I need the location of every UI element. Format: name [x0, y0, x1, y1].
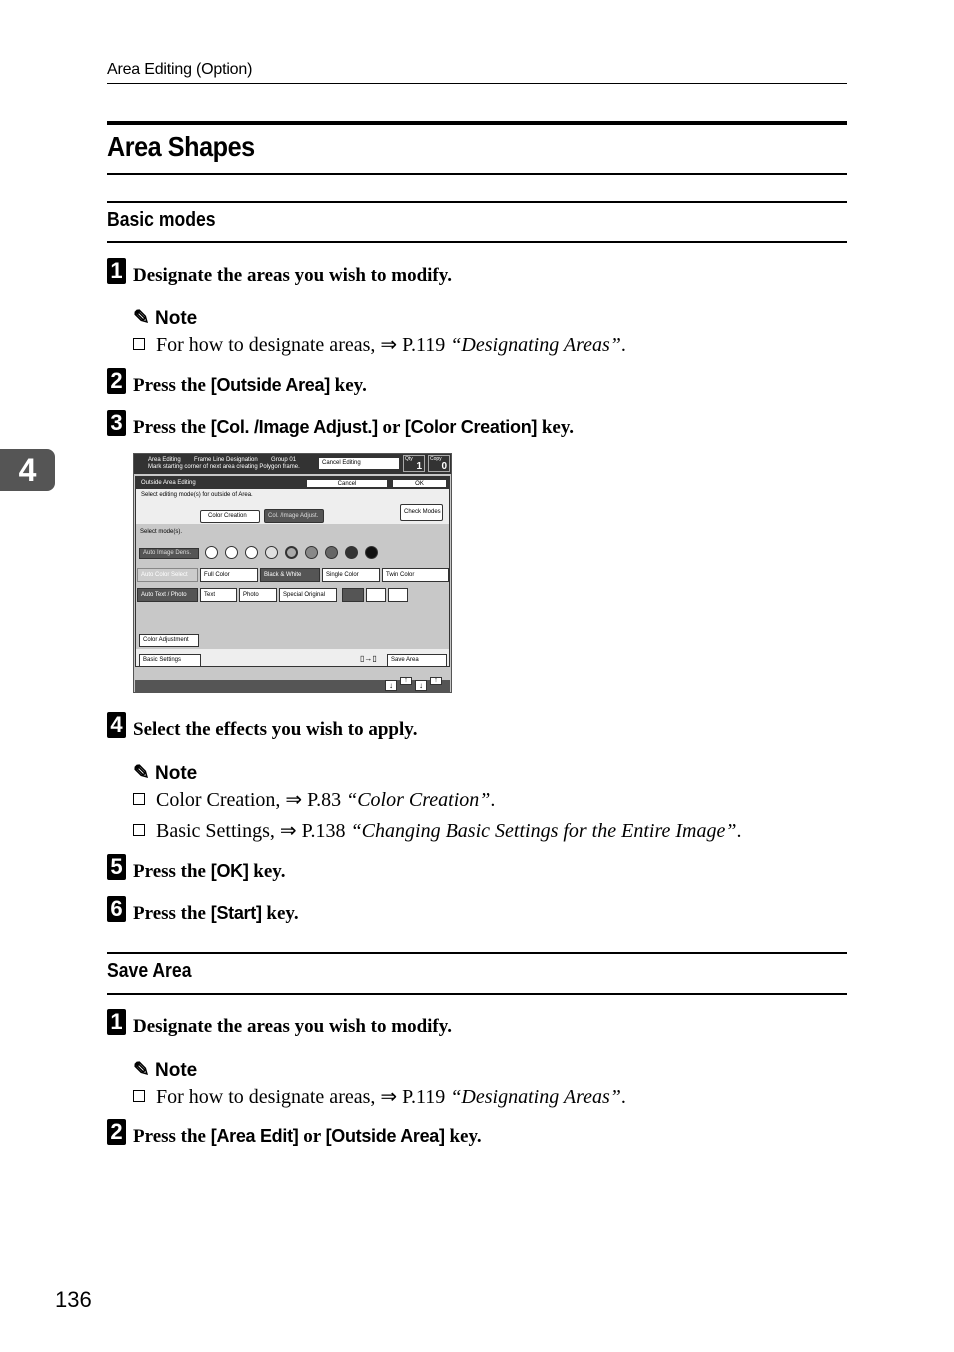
header-rule [107, 83, 847, 84]
note-label: Note [155, 763, 198, 784]
special-original-button[interactable]: Special Original [279, 588, 337, 602]
save-area-button[interactable]: Save Area [387, 654, 447, 667]
scroll-up-icon[interactable]: ↑ [400, 677, 412, 685]
step-badge: 1 [107, 258, 126, 284]
panel-instruction: Select editing mode(s) for outside of Area. [141, 492, 253, 498]
step-badge: 3 [107, 410, 126, 436]
page-number: 136 [55, 1287, 92, 1312]
screen-status-line: Area Editing Frame Line Designation Group 01 [148, 457, 297, 463]
note-reference-link[interactable]: “Changing Basic Settings for the Entire Image” [350, 820, 737, 842]
pencil-icon: ✎ [133, 762, 150, 784]
density-level-9[interactable] [365, 546, 378, 559]
section-heading-basic-modes: Basic modes [107, 209, 216, 231]
density-level-8[interactable] [345, 546, 358, 559]
note-text: Basic Settings, ⇒ P.138 [156, 820, 351, 842]
step-text: Select the effects you wish to apply. [133, 719, 418, 740]
density-level-7[interactable] [325, 546, 338, 559]
screen-bottom-bar [135, 677, 450, 692]
key-label: [Color Creation] [404, 417, 538, 437]
save-area-arrow-icon: ▯→▯ [360, 654, 377, 663]
note-punct: . [620, 334, 626, 356]
key-label: [Area Edit] [210, 1126, 299, 1146]
step-text: Press the [Area Edit] or [Outside Area] key. [133, 1126, 482, 1147]
note-item [133, 787, 495, 812]
note-item [133, 332, 626, 357]
note-label: Note [155, 1060, 198, 1081]
step-text: Press the [Start] key. [133, 903, 299, 924]
checkbox-bullet-icon [133, 824, 145, 836]
note-heading [133, 305, 197, 330]
density-level-1[interactable] [205, 546, 218, 559]
note-heading [133, 1057, 197, 1082]
section-heading-save-area: Save Area [107, 960, 192, 982]
photo-mode-button[interactable]: Photo [239, 588, 277, 602]
step-text: Press the [Outside Area] key. [133, 375, 367, 396]
running-header: Area Editing (Option) [107, 61, 253, 78]
checkbox-bullet-icon [133, 338, 145, 350]
scroll-down-icon[interactable]: ↓ [415, 680, 427, 691]
note-label: Note [155, 308, 198, 329]
step-badge: 1 [107, 1009, 126, 1035]
control-panel-screenshot [133, 453, 452, 693]
note-punct: . [620, 1086, 626, 1108]
density-level-4[interactable] [265, 546, 278, 559]
step-badge: 4 [107, 712, 126, 738]
step-badge: 6 [107, 896, 126, 922]
original-type-2-icon[interactable] [366, 588, 386, 602]
key-label: [Outside Area] [325, 1126, 445, 1146]
note-text: For how to designate areas, ⇒ P.119 [156, 1086, 451, 1108]
outside-area-panel [135, 476, 450, 667]
step-text: Designate the areas you wish to modify. [133, 1016, 452, 1037]
tab-color-creation[interactable]: Color Creation [200, 510, 260, 523]
full-color-button[interactable]: Full Color [200, 568, 258, 582]
auto-text-photo-button[interactable]: Auto Text / Photo [137, 588, 198, 602]
note-item [133, 1084, 626, 1109]
panel-title-bar [136, 477, 449, 489]
select-modes-label: Select mode(s). [140, 529, 183, 535]
density-level-2[interactable] [225, 546, 238, 559]
auto-image-density-button[interactable]: Auto Image Dens. [139, 548, 199, 559]
note-text: Color Creation, ⇒ P.83 [156, 789, 347, 811]
checkbox-bullet-icon [133, 1090, 145, 1102]
note-reference-link[interactable]: “Designating Areas” [450, 1086, 621, 1108]
note-reference-link[interactable]: “Color Creation” [346, 789, 491, 811]
step-text: Press the [Col. /Image Adjust.] or [Color Creation] key. [133, 417, 575, 438]
page-title: Area Shapes [107, 131, 255, 162]
key-label: [Outside Area] [210, 375, 330, 395]
key-label: [Col. /Image Adjust.] [210, 417, 378, 437]
step-badge: 5 [107, 854, 126, 880]
step-badge: 2 [107, 368, 126, 394]
key-label: [Start] [210, 903, 262, 923]
auto-color-select-button[interactable]: Auto Color Select [137, 568, 198, 582]
section-rule-top [107, 201, 847, 203]
original-type-3-icon[interactable] [388, 588, 408, 602]
panel-title: Outside Area Editing [141, 480, 196, 486]
pencil-icon: ✎ [133, 307, 150, 329]
screen-message-line: Mark starting corner of next area creating Polygon frame. [148, 464, 300, 470]
cancel-editing-button[interactable]: Cancel Editing [318, 457, 400, 470]
note-punct: . [490, 789, 496, 811]
scroll-down-icon[interactable]: ↓ [385, 680, 397, 691]
copy-box: Copy 0 [428, 455, 450, 472]
title-rule-bottom [107, 173, 847, 175]
note-heading [133, 760, 197, 785]
modes-area [136, 524, 449, 649]
step-text: Press the [OK] key. [133, 861, 286, 882]
section-rule-top [107, 952, 847, 954]
title-rule-top [107, 121, 847, 125]
checkbox-bullet-icon [133, 793, 145, 805]
screen-top-bar [134, 454, 451, 474]
qty-box: Qty 1 [403, 455, 425, 472]
density-level-3[interactable] [245, 546, 258, 559]
section-rule-bottom [107, 993, 847, 995]
tab-col-image-adjust[interactable]: Col. /Image Adjust. [264, 509, 324, 523]
step-badge: 2 [107, 1119, 126, 1145]
note-item [133, 818, 741, 843]
ok-button[interactable]: OK [392, 479, 447, 488]
basic-settings-button[interactable]: Basic Settings [139, 654, 201, 667]
section-rule-bottom [107, 241, 847, 243]
pencil-icon: ✎ [133, 1059, 150, 1081]
chapter-tab: 4 [0, 449, 55, 491]
check-modes-button[interactable]: Check Modes [400, 504, 443, 521]
color-adjustment-button[interactable]: Color Adjustment [139, 634, 199, 647]
original-type-1-icon[interactable] [342, 588, 364, 602]
scroll-up-icon[interactable]: ↑ [430, 677, 442, 685]
step-text: Designate the areas you wish to modify. [133, 265, 452, 286]
density-level-5[interactable] [285, 546, 298, 559]
black-white-button[interactable]: Black & White [260, 568, 320, 582]
note-reference-link[interactable]: “Designating Areas” [450, 334, 621, 356]
text-mode-button[interactable]: Text [200, 588, 237, 602]
cancel-button[interactable]: Cancel [306, 479, 388, 488]
note-punct: . [736, 820, 742, 842]
key-label: [OK] [210, 861, 249, 881]
density-level-6[interactable] [305, 546, 318, 559]
twin-color-button[interactable]: Twin Color [382, 568, 449, 582]
note-text: For how to designate areas, ⇒ P.119 [156, 334, 451, 356]
single-color-button[interactable]: Single Color [322, 568, 380, 582]
